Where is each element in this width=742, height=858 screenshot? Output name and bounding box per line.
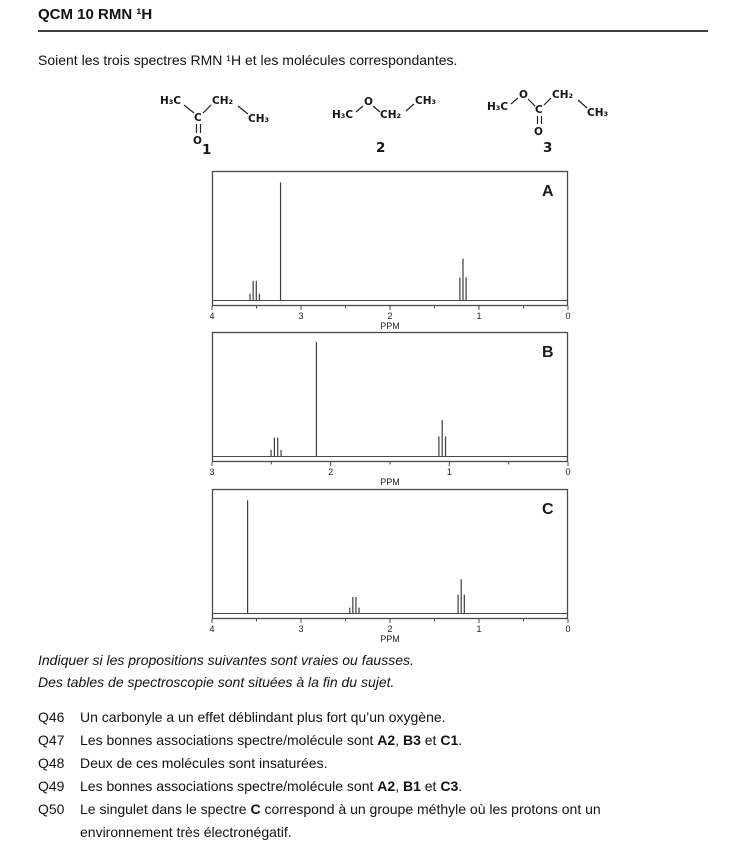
question-text-part: . — [458, 732, 463, 748]
bond — [544, 98, 551, 105]
atom-label: CH₂ — [380, 109, 402, 121]
tick-label: 2 — [328, 467, 334, 477]
question-text-part: et — [420, 778, 441, 794]
nmr-spectrum-b — [208, 332, 572, 492]
instruction-line: Indiquer si les propositions suivantes sont vraies ou fausses. — [38, 652, 414, 668]
tick-label: 3 — [209, 467, 215, 477]
bond — [373, 106, 380, 112]
molecule-2-drawing — [330, 95, 442, 157]
question-text-part: B3 — [402, 732, 421, 748]
question-q46 — [38, 706, 684, 729]
plot-frame — [213, 333, 568, 462]
question-number: Q47 — [38, 732, 65, 748]
atom-label: CH₃ — [248, 113, 270, 125]
question-number: Q49 — [38, 778, 65, 794]
tick-label: 1 — [446, 467, 452, 477]
instruction-line: Des tables de spectroscopie sont situées à la fin du sujet. — [38, 674, 395, 690]
question-text-part: , — [395, 778, 403, 794]
atom-label: O — [193, 135, 202, 147]
spectrum-label: B — [542, 344, 554, 361]
question-text-part: et — [420, 732, 441, 748]
molecule-2-number: 2 — [376, 140, 386, 156]
question-number: Q48 — [38, 755, 65, 771]
tick-label: 4 — [209, 311, 215, 321]
question-text-part: A2 — [377, 778, 396, 794]
bond — [184, 105, 194, 113]
question-q47 — [38, 729, 684, 752]
atom-label: CH₃ — [587, 107, 609, 119]
bond — [511, 98, 518, 104]
tick-label: 0 — [565, 311, 571, 321]
bond — [578, 100, 587, 108]
molecule-1-drawing — [158, 92, 288, 158]
question-number: Q46 — [38, 709, 65, 725]
question-text-part: . — [458, 778, 463, 794]
x-axis — [209, 619, 570, 644]
molecule-3-structure — [485, 90, 617, 161]
questions-list — [38, 706, 684, 844]
question-text-part: Un carbonyle a un effet déblindant plus fort qu’un oxygène. — [80, 709, 446, 725]
atom-label: C — [535, 104, 543, 116]
atom-label: H₃C — [160, 95, 182, 107]
x-axis — [209, 462, 570, 487]
question-text-part: C3 — [440, 778, 459, 794]
atom-label: CH₂ — [552, 89, 574, 101]
instructions-block — [38, 649, 414, 693]
question-text-part: Deux de ces molécules sont insaturées. — [80, 755, 328, 771]
tick-label: 0 — [565, 624, 571, 634]
question-text-part: A2 — [377, 732, 396, 748]
atom-label: CH₃ — [415, 95, 437, 107]
tick-label: 3 — [298, 311, 304, 321]
intro-text: Soient les trois spectres RMN ¹H et les molécules correspondantes. — [38, 52, 458, 68]
tick-label: 1 — [476, 311, 482, 321]
atom-label: O — [364, 96, 373, 108]
molecule-2-structure — [330, 95, 442, 162]
nmr-plot-a — [208, 171, 572, 336]
question-text-part: C1 — [440, 732, 459, 748]
x-axis — [209, 306, 570, 331]
atom-label: C — [194, 112, 202, 124]
tick-label: 3 — [298, 624, 304, 634]
molecule-3-drawing — [485, 90, 617, 156]
question-text-part: , — [395, 732, 403, 748]
spectrum-label: C — [542, 501, 554, 518]
x-axis-title: PPM — [380, 321, 400, 331]
atom-label: H₃C — [487, 101, 509, 113]
question-text-part: Les bonnes associations spectre/molécule sont — [80, 778, 378, 794]
title-divider — [38, 30, 708, 32]
question-text-part: Le singulet dans le spectre — [80, 801, 251, 817]
x-axis-title: PPM — [380, 477, 400, 487]
bond — [238, 106, 248, 114]
question-text — [80, 706, 684, 729]
molecule-3-number: 3 — [543, 140, 553, 156]
question-text — [80, 729, 684, 752]
tick-label: 4 — [209, 624, 215, 634]
plot-frame — [213, 172, 568, 306]
nmr-plot-b — [208, 332, 572, 492]
bond — [528, 99, 535, 106]
question-text-part: correspond à un groupe méthyle où les protons ont un environnement très électronégatif. — [80, 801, 601, 840]
nmr-spectrum-a — [208, 171, 572, 336]
molecule-1-number: 1 — [202, 142, 212, 158]
question-text — [80, 798, 684, 844]
molecule-1-structure — [158, 92, 288, 163]
plot-frame — [213, 490, 568, 619]
nmr-spectrum-c — [208, 489, 572, 649]
question-q49 — [38, 775, 684, 798]
question-q50 — [38, 798, 684, 844]
atom-label: O — [519, 89, 528, 101]
nmr-plot-c — [208, 489, 572, 649]
atom-label: H₃C — [332, 109, 354, 121]
question-text-part: C — [250, 801, 261, 817]
question-text — [80, 752, 684, 775]
atom-label: CH₂ — [212, 95, 234, 107]
question-text-part: Les bonnes associations spectre/molécule sont — [80, 732, 378, 748]
x-axis-title: PPM — [380, 634, 400, 644]
tick-label: 1 — [476, 624, 482, 634]
question-q48 — [38, 752, 684, 775]
page-title: QCM 10 RMN ¹H — [38, 6, 153, 23]
question-number: Q50 — [38, 801, 65, 817]
question-text-part: B1 — [402, 778, 421, 794]
bond — [356, 106, 363, 112]
question-text — [80, 775, 684, 798]
tick-label: 2 — [387, 311, 393, 321]
atom-label: O — [534, 126, 543, 138]
bond — [406, 104, 414, 111]
tick-label: 0 — [565, 467, 571, 477]
spectrum-label: A — [542, 183, 554, 200]
tick-label: 2 — [387, 624, 393, 634]
bond — [203, 105, 211, 113]
